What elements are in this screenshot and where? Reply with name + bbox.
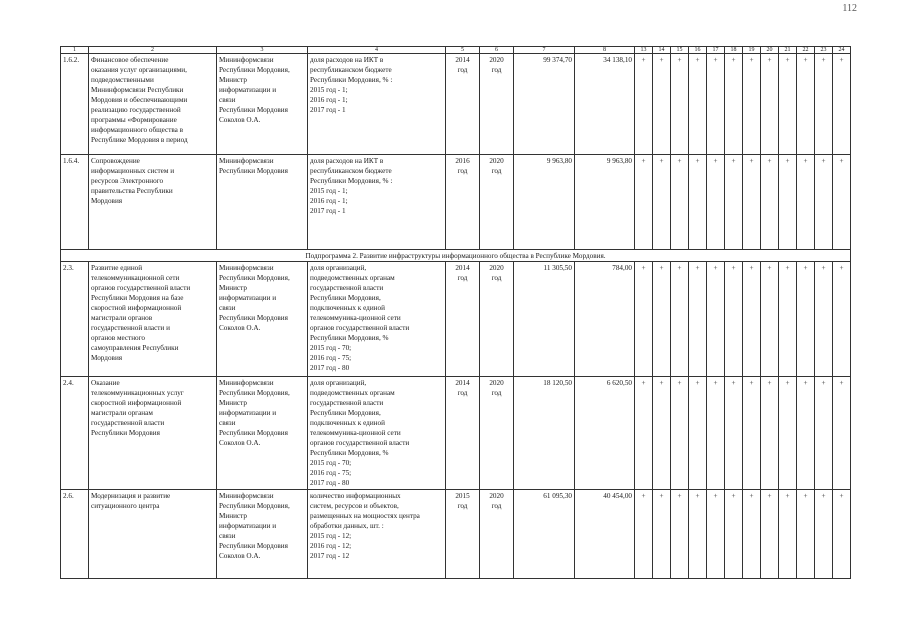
table-row (61, 262, 851, 377)
start-year-cell (446, 155, 480, 250)
end-year: 2020 год (489, 379, 504, 397)
quarter-mark: + (761, 377, 779, 490)
quarter-mark: + (779, 155, 797, 250)
sum-total: 9 963,80 (514, 155, 575, 250)
quarter-mark: + (635, 377, 653, 490)
quarter-mark: + (779, 262, 797, 377)
start-year-cell (446, 262, 480, 377)
executor: Мининформсвязи Республики Мордовия, Министр информатизации и связи Республики Мордовия Соколов О.А. (219, 379, 290, 447)
quarter-mark: + (725, 54, 743, 155)
quarter-mark: + (635, 54, 653, 155)
quarter-mark: + (689, 377, 707, 490)
end-year: 2020 год (489, 157, 504, 175)
quarter-mark: + (707, 155, 725, 250)
executor-cell (217, 54, 308, 155)
quarter-mark: + (653, 155, 671, 250)
sum-part: 34 138,10 (575, 54, 635, 155)
quarter-mark: + (797, 377, 815, 490)
column-number: 20 (761, 47, 779, 54)
item-number: 2.3. (61, 262, 89, 377)
quarter-mark: + (743, 54, 761, 155)
table-row (61, 490, 851, 579)
executor: Мининформсвязи Республики Мордовия, Министр информатизации и связи Республики Мордовия Соколов О.А. (219, 264, 290, 332)
end-year: 2020 год (489, 264, 504, 282)
indicator: количество информационных систем, ресурсов и объектов, размещенных на мощностях центра обработки данных, шт. : 2015 год - 12; 2016 год - 12; 2017 год - 12 (310, 492, 420, 560)
column-number: 7 (514, 47, 575, 54)
column-number: 16 (689, 47, 707, 54)
start-year: 2016 год (455, 157, 470, 175)
quarter-mark: + (707, 377, 725, 490)
end-year-cell (480, 490, 514, 579)
quarter-mark: + (653, 377, 671, 490)
table-row (61, 54, 851, 155)
quarter-mark: + (797, 262, 815, 377)
quarter-mark: + (815, 490, 833, 579)
column-number: 24 (833, 47, 851, 54)
column-number: 3 (217, 47, 308, 54)
item-name: Развитие единой телекоммуникационной сети органов государственной власти Республики Мордовия на базе скоростной информационной магистрали органов государственной власти и органов местного самоуправления Республики Мордовия (91, 264, 191, 362)
executor: Мининформсвязи Республики Мордовия, Министр информатизации и связи Республики Мордовия Соколов О.А. (219, 56, 290, 124)
start-year: 2014 год (455, 56, 470, 74)
quarter-mark: + (833, 490, 851, 579)
executor: Мининформсвязи Республики Мордовия (219, 157, 288, 175)
end-year: 2020 год (489, 56, 504, 74)
sum-total: 61 095,30 (514, 490, 575, 579)
item-number: 2.6. (61, 490, 89, 579)
quarter-mark: + (671, 262, 689, 377)
quarter-mark: + (797, 155, 815, 250)
quarter-mark: + (833, 377, 851, 490)
end-year: 2020 год (489, 492, 504, 510)
column-number: 1 (61, 47, 89, 54)
start-year-cell (446, 377, 480, 490)
end-year-cell (480, 377, 514, 490)
quarter-mark: + (635, 490, 653, 579)
quarter-mark: + (743, 155, 761, 250)
executor-cell (217, 155, 308, 250)
item-name: Оказание телекоммуникационных услуг скоростной информационной магистрали органам государственной власти Республики Мордовия (91, 379, 184, 437)
indicator-cell (308, 490, 446, 579)
quarter-mark: + (815, 155, 833, 250)
quarter-mark: + (743, 262, 761, 377)
item-name: Сопровождение информационных систем и ресурсов Электронного правительства Республики Мордовия (91, 157, 175, 205)
end-year-cell (480, 54, 514, 155)
column-number: 21 (779, 47, 797, 54)
quarter-mark: + (671, 155, 689, 250)
quarter-mark: + (671, 377, 689, 490)
quarter-mark: + (743, 490, 761, 579)
quarter-mark: + (707, 490, 725, 579)
section-title: Подпрограмма 2. Развитие инфраструктуры информационного общества в Республике Мордовия. (61, 250, 851, 262)
column-number: 2 (89, 47, 217, 54)
column-number: 22 (797, 47, 815, 54)
quarter-mark: + (671, 490, 689, 579)
quarter-mark: + (761, 490, 779, 579)
executor-cell (217, 262, 308, 377)
column-number: 15 (671, 47, 689, 54)
indicator-cell (308, 377, 446, 490)
quarter-mark: + (743, 377, 761, 490)
sum-part: 40 454,00 (575, 490, 635, 579)
indicator: доля организаций, подведомственных органам государственной власти Республики Мордовия, подключенных к единой телекоммуника-ционной сети органов государственной власти Республики Мордовия, % 2015 год - 70; 2016 год - 75; 2017 год - 80 (310, 379, 410, 487)
start-year: 2015 год (455, 492, 470, 510)
item-name: Финансовое обеспечение оказания услуг организациями, подведомственными Мининформсвязи Республики Мордовия и обеспечивающими реализацию государственной программы «Формирование информационного общества в Республике Мордовия в период (91, 56, 188, 144)
column-number: 4 (308, 47, 446, 54)
quarter-mark: + (653, 262, 671, 377)
quarter-mark: + (779, 490, 797, 579)
quarter-mark: + (725, 490, 743, 579)
sum-part: 9 963,80 (575, 155, 635, 250)
start-year: 2014 год (455, 379, 470, 397)
quarter-mark: + (671, 54, 689, 155)
column-number: 14 (653, 47, 671, 54)
table-row (61, 155, 851, 250)
quarter-mark: + (707, 262, 725, 377)
quarter-mark: + (761, 54, 779, 155)
quarter-mark: + (653, 490, 671, 579)
quarter-mark: + (689, 262, 707, 377)
quarter-mark: + (833, 262, 851, 377)
item-number: 2.4. (61, 377, 89, 490)
quarter-mark: + (689, 155, 707, 250)
start-year-cell (446, 54, 480, 155)
quarter-mark: + (797, 490, 815, 579)
quarter-mark: + (689, 54, 707, 155)
sum-total: 99 374,70 (514, 54, 575, 155)
quarter-mark: + (707, 54, 725, 155)
start-year: 2014 год (455, 264, 470, 282)
section-row (61, 250, 851, 262)
item-number: 1.6.2. (61, 54, 89, 155)
quarter-mark: + (815, 262, 833, 377)
indicator: доля организаций, подведомственных органам государственной власти Республики Мордовия, подключенных к единой телекоммуника-ционной сети органов государственной власти Республики Мордовия, % 2015 год - 70; 2016 год - 75; 2017 год - 80 (310, 264, 410, 372)
column-number: 13 (635, 47, 653, 54)
plan-table (60, 46, 851, 579)
item-name-cell (89, 155, 217, 250)
indicator-cell (308, 155, 446, 250)
item-name-cell (89, 262, 217, 377)
column-number: 6 (480, 47, 514, 54)
quarter-mark: + (653, 54, 671, 155)
sum-total: 18 120,50 (514, 377, 575, 490)
column-number: 18 (725, 47, 743, 54)
column-number: 19 (743, 47, 761, 54)
quarter-mark: + (761, 262, 779, 377)
sum-part: 784,00 (575, 262, 635, 377)
item-number: 1.6.4. (61, 155, 89, 250)
quarter-mark: + (797, 54, 815, 155)
column-number: 23 (815, 47, 833, 54)
quarter-mark: + (779, 54, 797, 155)
indicator: доля расходов на ИКТ в республиканском бюджете Республики Мордовия, % : 2015 год - 1; 2016 год - 1; 2017 год - 1 (310, 157, 393, 215)
quarter-mark: + (833, 155, 851, 250)
column-number: 5 (446, 47, 480, 54)
end-year-cell (480, 155, 514, 250)
item-name-cell (89, 490, 217, 579)
executor-cell (217, 377, 308, 490)
item-name: Модернизация и развитие ситуационного центра (91, 492, 171, 510)
page-number: 112 (842, 3, 857, 14)
quarter-mark: + (725, 262, 743, 377)
executor-cell (217, 490, 308, 579)
item-name-cell (89, 377, 217, 490)
quarter-mark: + (725, 377, 743, 490)
indicator-cell (308, 262, 446, 377)
indicator-cell (308, 54, 446, 155)
quarter-mark: + (689, 490, 707, 579)
sum-part: 6 620,50 (575, 377, 635, 490)
quarter-mark: + (635, 155, 653, 250)
indicator: доля расходов на ИКТ в республиканском бюджете Республики Мордовия, % : 2015 год - 1; 2016 год - 1; 2017 год - 1 (310, 56, 393, 114)
quarter-mark: + (779, 377, 797, 490)
sum-total: 11 305,50 (514, 262, 575, 377)
quarter-mark: + (725, 155, 743, 250)
quarter-mark: + (761, 155, 779, 250)
quarter-mark: + (833, 54, 851, 155)
table-row (61, 377, 851, 490)
quarter-mark: + (815, 54, 833, 155)
column-number: 8 (575, 47, 635, 54)
executor: Мининформсвязи Республики Мордовия, Министр информатизации и связи Республики Мордовия Соколов О.А. (219, 492, 290, 560)
start-year-cell (446, 490, 480, 579)
column-number-row (61, 47, 851, 54)
end-year-cell (480, 262, 514, 377)
quarter-mark: + (635, 262, 653, 377)
column-number: 17 (707, 47, 725, 54)
item-name-cell (89, 54, 217, 155)
quarter-mark: + (815, 377, 833, 490)
